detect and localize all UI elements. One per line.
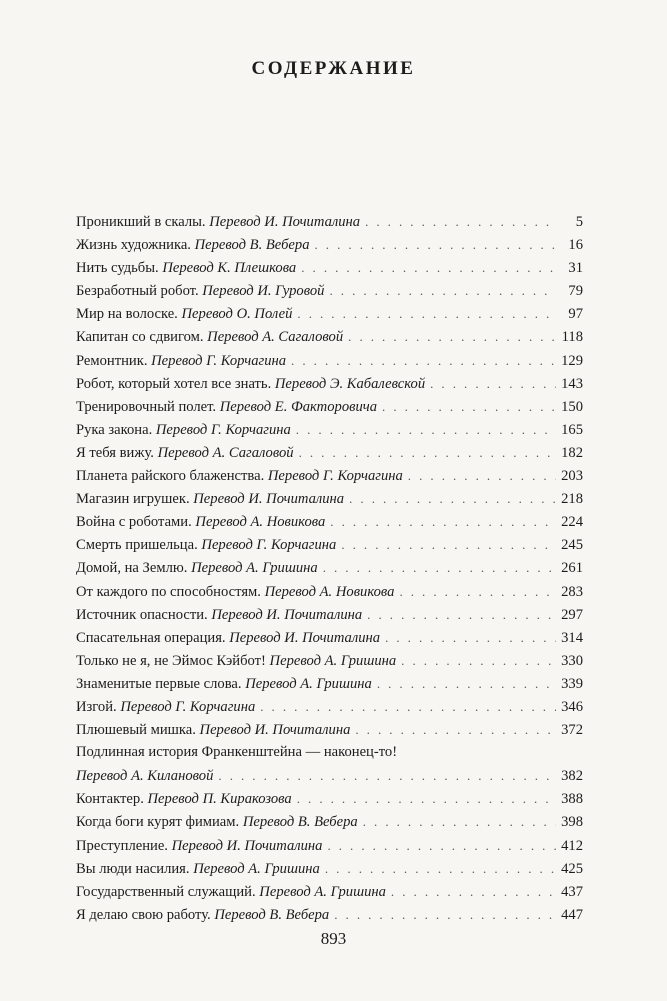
entry-page-number: 143 xyxy=(561,375,583,392)
dot-leader xyxy=(355,718,556,741)
toc-entry[interactable] xyxy=(76,487,583,510)
dot-leader xyxy=(296,418,556,441)
toc-entry[interactable] xyxy=(76,626,583,649)
entry-page-number: 97 xyxy=(568,306,583,323)
entry-title: Война с роботами. xyxy=(76,514,192,531)
dot-leader xyxy=(377,672,556,695)
dot-leader xyxy=(341,533,556,556)
toc-entry[interactable] xyxy=(76,325,583,348)
toc-entry[interactable] xyxy=(76,580,583,603)
entry-translator: Перевод И. Почиталина xyxy=(229,629,381,646)
toc-entry[interactable] xyxy=(76,441,583,464)
entry-translator: Перевод Е. Факторовича xyxy=(219,398,378,415)
entry-title: Проникший в скалы. xyxy=(76,214,206,230)
page-number: 893 xyxy=(320,929,347,948)
entry-title: Магазин игрушек. xyxy=(76,491,190,508)
entry-page-number: 5 xyxy=(575,214,583,230)
entry-translator: Перевод А. Гришина xyxy=(269,652,397,669)
entry-translator: Перевод А. Новикова xyxy=(264,583,395,600)
entry-page-number: 372 xyxy=(561,722,583,739)
dot-leader xyxy=(315,233,557,256)
entry-page-number: 165 xyxy=(561,421,583,438)
toc-entry[interactable] xyxy=(76,256,583,279)
entry-page-number: 382 xyxy=(561,768,583,785)
entry-translator: Перевод Г. Корчагина xyxy=(151,352,287,369)
entry-title: Контактер. xyxy=(76,791,144,808)
toc-entry[interactable] xyxy=(76,302,583,325)
dot-leader xyxy=(408,464,556,487)
entry-title: Только не я, не Эймос Кэйбот! xyxy=(76,652,266,669)
entry-page-number: 182 xyxy=(561,444,583,461)
dot-leader xyxy=(385,626,556,649)
entry-title: Рука закона. xyxy=(76,421,153,438)
toc-entry[interactable] xyxy=(76,533,583,556)
entry-page-number: 283 xyxy=(561,583,583,600)
entry-translator: Перевод И. Почиталина xyxy=(171,837,323,854)
entry-translator: Перевод А. Сагаловой xyxy=(157,444,294,461)
dot-leader xyxy=(291,349,556,372)
entry-title: Я делаю свою работу. xyxy=(76,906,211,923)
toc-entry[interactable] xyxy=(76,510,583,533)
entry-translator: Перевод К. Плешкова xyxy=(162,260,297,277)
dot-leader xyxy=(349,487,556,510)
entry-translator: Перевод А. Гришина xyxy=(259,883,386,900)
dot-leader xyxy=(367,603,556,626)
entry-title: Ремонтник. xyxy=(76,352,148,369)
dot-leader xyxy=(323,556,556,579)
entry-page-number: 447 xyxy=(561,906,583,923)
entry-translator: Перевод Г. Корчагина xyxy=(120,698,256,715)
toc-entry[interactable] xyxy=(76,810,583,833)
dot-leader xyxy=(301,256,556,279)
entry-page-number: 412 xyxy=(561,837,583,854)
entry-title: Подлинная история Франкенштейна — наконец-то! xyxy=(76,744,398,761)
entry-page-number: 261 xyxy=(561,560,583,577)
entry-page-number: 339 xyxy=(561,675,583,692)
toc-entry[interactable] xyxy=(76,603,583,626)
dot-leader xyxy=(329,279,556,302)
entry-page-number: 437 xyxy=(561,883,583,900)
entry-page-number: 150 xyxy=(561,398,583,415)
entry-page-number: 297 xyxy=(561,606,583,623)
toc-entry[interactable] xyxy=(76,372,583,395)
entry-title: Вы люди насилия. xyxy=(76,860,190,877)
entry-title: Я тебя вижу. xyxy=(76,444,154,461)
dot-leader xyxy=(297,302,556,325)
entry-translator: Перевод А. Гришина xyxy=(245,675,372,692)
entry-translator: Перевод В. Вебера xyxy=(194,237,310,254)
entry-translator: Перевод И. Гуровой xyxy=(202,283,325,300)
entry-page-number: 245 xyxy=(561,537,583,554)
entry-translator: Перевод А. Новикова xyxy=(195,514,326,531)
entry-title: Тренировочный полет. xyxy=(76,398,217,415)
toc-entry[interactable] xyxy=(76,418,583,441)
entry-title: Жизнь художника. xyxy=(76,237,191,254)
entry-translator: Перевод А. Гришина xyxy=(193,860,320,877)
entry-translator: Перевод В. Вебера xyxy=(242,814,358,831)
toc-entry[interactable] xyxy=(76,834,583,857)
dot-leader xyxy=(365,210,556,233)
entry-translator: Перевод П. Киракозова xyxy=(147,791,292,808)
entry-translator: Перевод И. Почиталина xyxy=(209,214,361,230)
entry-title: Мир на волоске. xyxy=(76,306,178,323)
toc-entry[interactable] xyxy=(76,903,583,926)
dot-leader xyxy=(399,580,556,603)
entry-title: Знаменитые первые слова. xyxy=(76,675,242,692)
entry-page-number: 218 xyxy=(561,491,583,508)
entry-translator: Перевод И. Почиталина xyxy=(199,722,351,739)
entry-translator: Перевод А. Гришина xyxy=(191,560,318,577)
toc-entry[interactable] xyxy=(76,718,583,741)
dot-leader xyxy=(330,510,556,533)
entry-translator: Перевод О. Полей xyxy=(181,306,293,323)
entry-page-number: 16 xyxy=(568,237,583,254)
toc-entry[interactable] xyxy=(76,556,583,579)
toc-entry[interactable] xyxy=(76,880,583,903)
entry-title: Безработный робот. xyxy=(76,283,199,300)
entry-title: Смерть пришельца. xyxy=(76,537,198,554)
toc-entry[interactable] xyxy=(76,787,583,810)
entry-page-number: 314 xyxy=(561,629,583,646)
toc-entry[interactable] xyxy=(76,279,583,302)
toc-entry[interactable] xyxy=(76,649,583,672)
entry-page-number: 79 xyxy=(568,283,583,300)
entry-title: Спасательная операция. xyxy=(76,629,226,646)
entry-translator: Перевод И. Почиталина xyxy=(193,491,345,508)
entry-title: От каждого по способностям. xyxy=(76,583,261,600)
dot-leader xyxy=(401,649,556,672)
dot-leader xyxy=(391,880,556,903)
toc-entry[interactable] xyxy=(76,349,583,372)
entry-page-number: 203 xyxy=(561,468,583,485)
entry-page-number: 224 xyxy=(561,514,583,531)
entry-page-number: 425 xyxy=(561,860,583,877)
dot-leader xyxy=(334,903,556,926)
dot-leader xyxy=(382,395,556,418)
entry-title: Плюшевый мишка. xyxy=(76,722,196,739)
dot-leader xyxy=(297,787,556,810)
toc-entry-multiline[interactable] xyxy=(76,741,583,787)
entry-title: Капитан со сдвигом. xyxy=(76,329,204,346)
entry-translator: Перевод А. Сагаловой xyxy=(207,329,344,346)
page-title: СОДЕРЖАНИЕ xyxy=(251,58,416,79)
dot-leader xyxy=(299,441,556,464)
dot-leader xyxy=(430,372,556,395)
entry-title: Преступление. xyxy=(76,837,168,854)
table-of-contents xyxy=(76,210,583,926)
entry-title: Изгой. xyxy=(76,698,117,715)
entry-translator: Перевод Г. Корчагина xyxy=(201,537,337,554)
toc-entry[interactable] xyxy=(76,857,583,880)
toc-entry[interactable] xyxy=(76,672,583,695)
entry-title: Домой, на Землю. xyxy=(76,560,188,577)
entry-page-number: 129 xyxy=(561,352,583,369)
entry-translator: Перевод В. Вебера xyxy=(214,906,330,923)
entry-translator: Перевод И. Почиталина xyxy=(211,606,363,623)
entry-page-number: 118 xyxy=(561,329,583,346)
entry-title: Когда боги курят фимиам. xyxy=(76,814,240,831)
toc-entry[interactable] xyxy=(76,210,583,233)
dot-leader xyxy=(260,695,556,718)
dot-leader xyxy=(363,810,556,833)
entry-translator: Перевод Э. Кабалевской xyxy=(274,375,426,392)
entry-title: Планета райского блаженства. xyxy=(76,468,265,485)
entry-page-number: 346 xyxy=(561,698,583,715)
entry-title: Нить судьбы. xyxy=(76,260,159,277)
toc-entry[interactable] xyxy=(76,464,583,487)
entry-page-number: 330 xyxy=(561,652,583,669)
entry-translator: Перевод Г. Корчагина xyxy=(267,468,403,485)
entry-title: Робот, который хотел все знать. xyxy=(76,375,272,392)
dot-leader xyxy=(218,764,556,787)
dot-leader xyxy=(348,325,556,348)
dot-leader xyxy=(327,834,556,857)
entry-page-number: 398 xyxy=(561,814,583,831)
entry-translator: Перевод А. Килановой xyxy=(76,768,214,785)
entry-title: Государственный служащий. xyxy=(76,883,256,900)
entry-page-number: 388 xyxy=(561,791,583,808)
entry-page-number: 31 xyxy=(568,260,583,277)
toc-entry[interactable] xyxy=(76,695,583,718)
dot-leader xyxy=(325,857,556,880)
toc-entry[interactable] xyxy=(76,233,583,256)
toc-entry[interactable] xyxy=(76,395,583,418)
entry-translator: Перевод Г. Корчагина xyxy=(155,421,291,438)
entry-title: Источник опасности. xyxy=(76,606,208,623)
